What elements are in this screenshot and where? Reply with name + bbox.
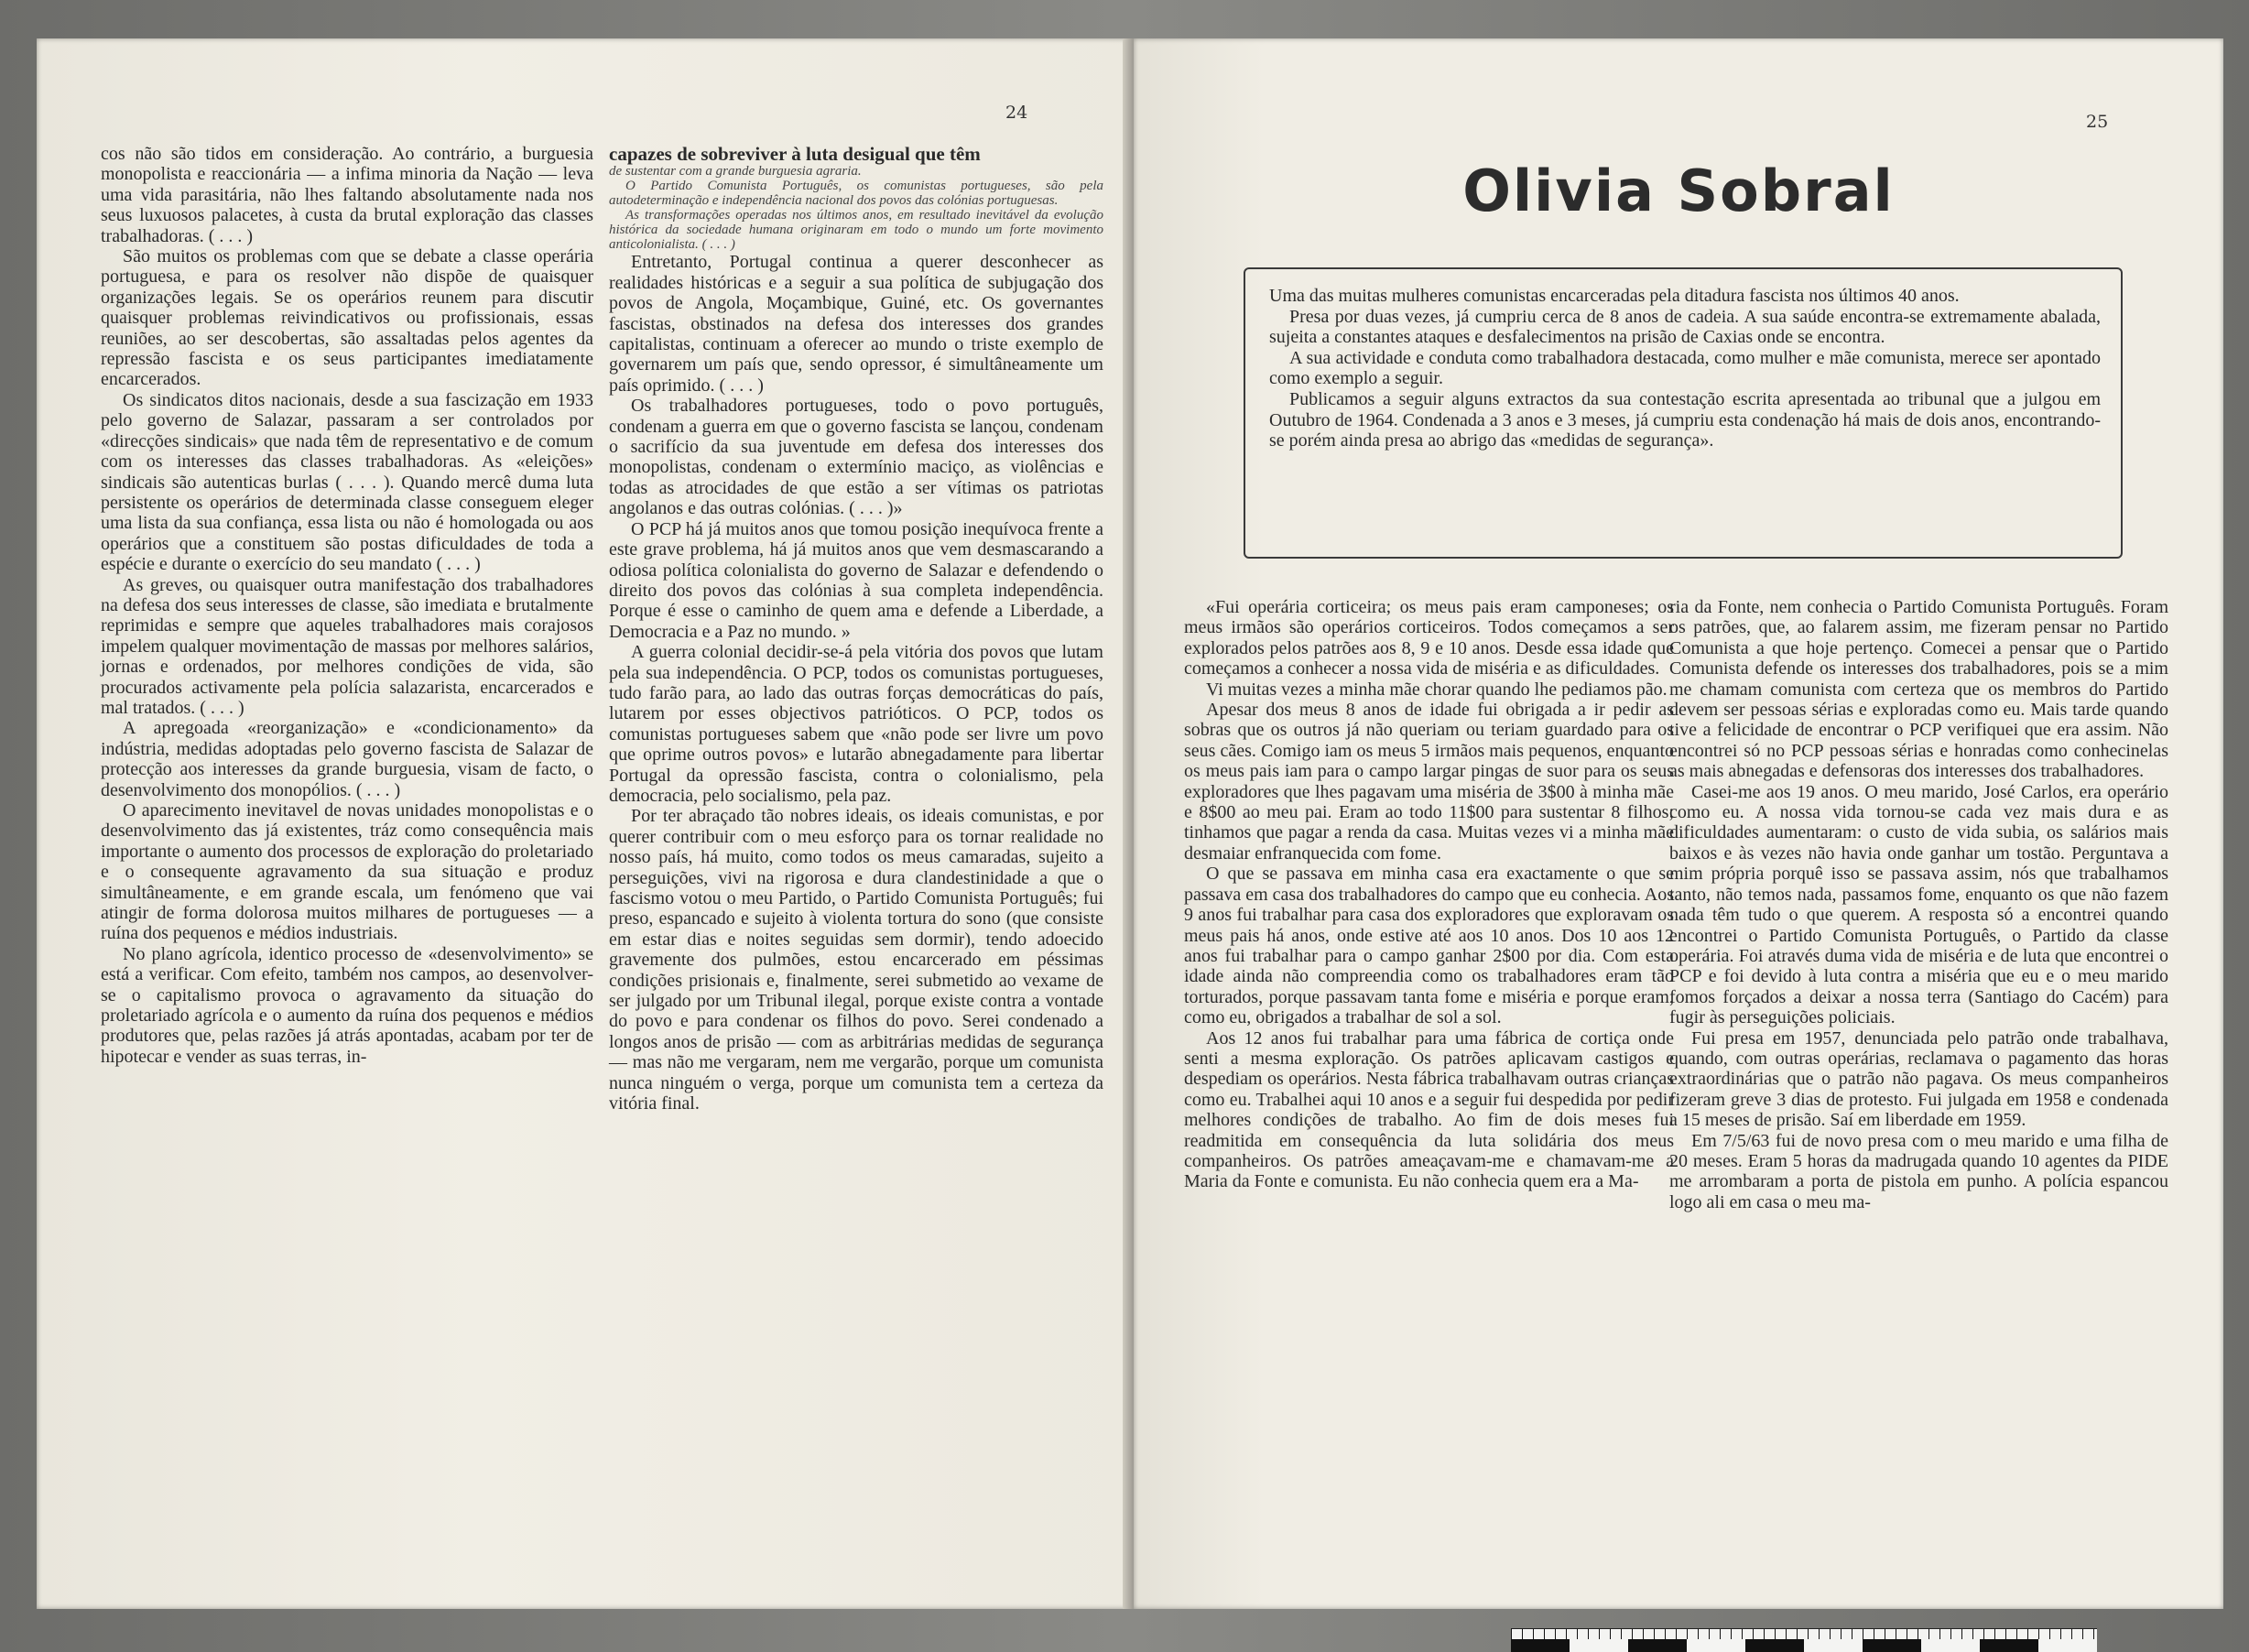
paragraph: Por ter abraçado tão nobres ideais, os ideais comunistas, e por querer contribuir com o meu esforço para os tornar realidade no nosso país, há muito, como todos os meus camaradas, sujeito a perseguições, vivi na rigorosa e dura clandestinidade a que o fascismo votou o meu Partido, o Partido Comunista Português; fui preso, espancado e sujeito à violenta tortura do sono (que consiste em estar dias e noites seguidas sem dormir), tendo adoecido gravemente dos pulmões, estou encarcerado em péssimas condições prisionais e, finalmente, serei submetido ao vexame de ser julgado por um Tribunal ilegal, porque existe contra a vontade do povo e para condenar os filhos do povo. Serei condenado a longos anos de prisão — com as arbitrárias medidas de segurança — mas não me vergaram, nem me vergarão, porque um comunista nunca ninguém o verga, porque um comunista tem a certeza da vitória final.: [609, 806, 1103, 1114]
article-title: Olivia Sobral: [1462, 158, 1895, 224]
scale-ruler-blocks: [1511, 1639, 2097, 1652]
page-number: 24: [1005, 103, 1028, 123]
paragraph: Vi muitas vezes a minha mãe chorar quando lhe pediamos pão.: [1206, 679, 1668, 700]
paragraph: Entretanto, Portugal continua a querer desconhecer as realidades históricas e a seguir a sua política de subjugação dos povos de Angola, Moçambique, Guiné, etc. Os governantes fascistas, obstinados na defesa dos interesses dos grandes capitalistas, continuam a oferecer ao mundo o triste exemplo de governarem um país que, sendo opressor, é simultâneamente um país oprimido. ( . . . ): [609, 252, 1103, 396]
paragraph: O PCP há já muitos anos que tomou posição inequívoca frente a este grave problema, há já muitos anos que vem desmascarando a odiosa política colonialista do governo de Salazar e defendendo o direito dos povos das colónias à sua completa independência. Porque é esse o caminho de quem ama e defende a Liberdade, a Democracia e a Paz no mundo. »: [609, 518, 1103, 642]
italic-paragraph: As transformações operadas nos últimos anos, em resultado inevitável da evolução histórica da sociedade humana originaram em todo o mundo um forte movimento anticolonialista. ( . . . ): [609, 208, 1103, 253]
paragraph: Os sindicatos ditos nacionais, desde a sua fascização em 1933 pelo governo de Salazar, passaram a ser controlados por «direcções sindicais» que nada têm de representativo e de comum com os interesses das classes trabalhadoras. As «eleições» sindicais são autenticas burlas ( . . . ). Quando mercê duma luta persistente os operários de determinada classe conseguem eleger uma lista da sua confiança, essa lista ou não é homologada ou aos operários que a constituem são postas dificuldades de toda a espécie e durante o exercício do seu mandato ( . . . ): [101, 389, 593, 575]
paragraph: No plano agrícola, identico processo de «desenvolvimento» se está a verificar. Com efeito, também nos campos, ao desenvolver-se o capitalismo provoca o agravamento da situação do proletariado agrícola e o aumento da ruína dos pequenos e médios produtores que, pelas razões já atrás apontadas, acabam por ter de hipotecar e vender as suas terras, in-: [101, 943, 593, 1067]
intro-box: [1244, 267, 2123, 559]
left-column-2: [609, 144, 1103, 1114]
paragraph: Fui presa em 1957, denunciada pelo patrão onde trabalhava, quando, com outras operárias, reclamava o pagamento das horas extraordinárias que o patrão não pagava. Os meus companheiros fizeram greve 3 dias de protesto. Fui julgada em 1958 e condenada a 15 meses de prisão. Saí em liberdade em 1959.: [1669, 1027, 2168, 1131]
box-paragraph: A sua actividade e conduta como trabalhadora destacada, como mulher e mãe comunista, merece ser apontado como exemplo a seguir.: [1269, 347, 2101, 389]
paragraph: A guerra colonial decidir-se-á pela vitória dos povos que lutam pela sua independência. O PCP, todos os comunistas portugueses, tudo farão para, ao lado das outras forças democráticas do país, lutarem por esses objectivos patrióticos. O PCP, todos os comunistas portugueses sabem que «não pode ser livre um povo que oprime outros povos» e lutarão abnegadamente para libertar Portugal da opressão fascista, contra o colonialismo, pela democracia, pelo socialismo, pela paz.: [609, 642, 1103, 806]
paragraph: Os trabalhadores portugueses, todo o povo português, condenam a guerra em que o governo fascista se lançou, condenam o sacrifício da sua juventude em defesa dos interesses dos monopolistas, condenam o extermínio maciço, as violências e todas as atrocidades de que estão a ser vítimas os patriotas angolanos e das outras colónias. ( . . . )»: [609, 396, 1103, 519]
italic-paragraph: de sustentar com a grande burguesia agraria.: [609, 164, 862, 179]
box-paragraph: Presa por duas vezes, já cumpriu cerca de 8 anos de cadeia. A sua saúde encontra-se extremamente abalada, sujeita a constantes ataques e desfalecimentos na prisão de Caxias onde se encontra.: [1269, 306, 2101, 348]
paragraph: As greves, ou quaisquer outra manifestação dos trabalhadores na defesa dos seus interesses de classe, são imediata e brutalmente reprimidas e sempre que aqueles trabalhadores mais corajosos impelem qualquer movimentação de massas por melhores salários, jornas e ordenados, por melhores condições de vida, são procurados activamente pela polícia salazarista, encarcerados e mal tratados. ( . . . ): [101, 574, 593, 718]
left-page: [37, 38, 1135, 1609]
paragraph: cos não são tidos em consideração. Ao contrário, a burguesia monopolista e reaccionária — a infima minoria da Nação — leva uma vida parasitária, não lhes faltando absolutamente nada nos seus luxuosos palacetes, à custa da brutal exploração das classes trabalhadoras. ( . . . ): [101, 144, 593, 246]
paragraph: São muitos os problemas com que se debate a classe operária portuguesa, e para os resolver não dispõe de quaisquer organizações legais. Se os operários reunem para discutir quaisquer problemas reivindicativos ou profissionais, essas reuniões, ao ser descobertas, são assaltadas pelos agentes da repressão fascista e os seus participantes imediatamente encarcerados.: [101, 246, 593, 390]
paragraph: O aparecimento inevitavel de novas unidades monopolistas e o desenvolvimento das já existentes, tráz como consequência mais importante o aumento dos processos de exploração do proletariado e o consequente agravamento da sua situação e produz simultâneamente, e em grande escala, um fenómeno que vai atingir de forma dolorosa muitos milhares de portugueses — a ruína dos pequenos e médios industriais.: [101, 800, 593, 944]
paragraph: ria da Fonte, nem conhecia o Partido Comunista Português. Foram os patrões, que, ao falarem assim, me fizeram pensar no Partido Comunista a que hoje pertenço. Comecei a pensar que o Partido Comunista defende os interesses dos trabalhadores, pois se a mim me chamam comunista com certeza que os membros do Partido devem ser pessoas sérias e exploradas como eu. Mais tarde quando tive a felicidade de encontrar o PCP verifiquei que era assim. Não encontrei só no PCP pessoas sérias e honradas como conhecinelas as mais abnegadas e defensoras dos interesses dos trabalhadores.: [1669, 597, 2168, 782]
box-paragraph: Uma das muitas mulheres comunistas encarceradas pela ditadura fascista nos últimos 40 anos.: [1269, 286, 1960, 306]
left-column-1: [101, 144, 593, 1067]
paragraph: Aos 12 anos fui trabalhar para uma fábrica de cortiça onde senti a mesma exploração. Os patrões aplicavam castigos e despediam os operários. Nesta fábrica trabalhavam outras crianças como eu. Trabalhei aqui 10 anos e a seguir fui despedida por pedir melhores condições de trabalho. Ao fim de dois meses fui readmitida em consequência da luta solidária dos meus companheiros. Os patrões ameaçavam-me e chamavam-me a Maria da Fonte e comunista. Eu não conhecia quem era a Ma-: [1184, 1027, 1674, 1192]
right-page: [1134, 38, 2223, 1609]
paragraph: O que se passava em minha casa era exactamente o que se passava em casa dos trabalhadores do campo que eu conhecia. Aos 9 anos fui trabalhar para casa dos exploradores que exploravam os meus pais há anos, onde estive até aos 10 anos. Dos 10 aos 12 anos fui trabalhar para o campo ganhar 2$00 por dia. Com esta idade ainda não compreendia como os trabalhadores eram tão torturados, porque passavam tanta fome e miséria e porque eram, como eu, obrigados a trabalhar de sol a sol.: [1184, 864, 1674, 1028]
box-paragraph: Publicamos a seguir alguns extractos da sua contestação escrita apresentada ao tribunal que a julgou em Outubro de 1964. Condenada a 3 anos e 3 meses, já cumpriu esta condenação há mais de dois anos, encontrando-se porém ainda presa ao abrigo das «medidas de segurança».: [1269, 388, 2101, 451]
italic-paragraph: O Partido Comunista Português, os comunistas portugueses, são pela autodeterminação e independência nacional dos povos das colónias portuguesas.: [609, 179, 1103, 209]
paragraph: A apregoada «reorganização» e «condicionamento» da indústria, medidas adoptadas pelo governo fascista de Salazar de protecção aos interesses da grande burguesia, visam de facto, o desenvolvimento dos monopólios. ( . . . ): [101, 718, 593, 800]
paragraph: Apesar dos meus 8 anos de idade fui obrigada a ir pedir as sobras que os outros já não queriam ou teriam guardado para os seus cães. Comigo iam os meus 5 irmãos mais pequenos, enquanto os meus pais iam para o campo largar pingas de suor para os seus exploradores que lhes pagavam uma miséria de 3$00 à minha mãe e 8$00 ao meu pai. Eram ao todo 11$00 para sustentar 8 filhos; tinhamos que pagar a renda da casa. Muitas vezes vi a minha mãe desmaiar enfranquecida com fome.: [1184, 700, 1674, 864]
right-column-1: [1184, 597, 1674, 1192]
paragraph: capazes de sobreviver à luta desigual que têm: [609, 143, 981, 165]
paragraph: «Fui operária corticeira; os meus pais eram camponeses; os meus irmãos são operários corticeiros. Todos começamos a ser explorados pelos patrões aos 8, 9 e 10 anos. Desde essa idade que começamos a conhecer a nossa vida de miséria e as dificuldades.: [1184, 597, 1674, 679]
page-number: 25: [2086, 112, 2109, 132]
paragraph: Em 7/5/63 fui de novo presa com o meu marido e uma filha de 20 meses. Eram 5 horas da madrugada quando 10 agentes da PIDE me arrombaram a porta de pistola em punho. A polícia espancou logo ali em casa o meu ma-: [1669, 1130, 2168, 1212]
right-column-2: [1669, 597, 2168, 1212]
paragraph: Casei-me aos 19 anos. O meu marido, José Carlos, era operário como eu. A nossa vida tornou-se cada vez mais dura e as dificuldades aumentaram: o custo de vida subia, os salários mais baixos e às vezes não havia onde ganhar um tostão. Perguntava a mim própria porquê isso se passava assim, nós que trabalhamos tanto, não temos nada, passamos fome, enquanto os que não fazem nada têm tudo o que querem. A resposta só a encontrei quando encontrei o Partido Comunista Português, o Partido da classe operária. Foi através duma vida de miséria e de luta que encontrei o PCP e foi devido à luta contra a miséria que eu e o meu marido fomos forçados a deixar a nossa terra (Santiago do Cacém) para fugir às perseguições policiais.: [1669, 781, 2168, 1028]
